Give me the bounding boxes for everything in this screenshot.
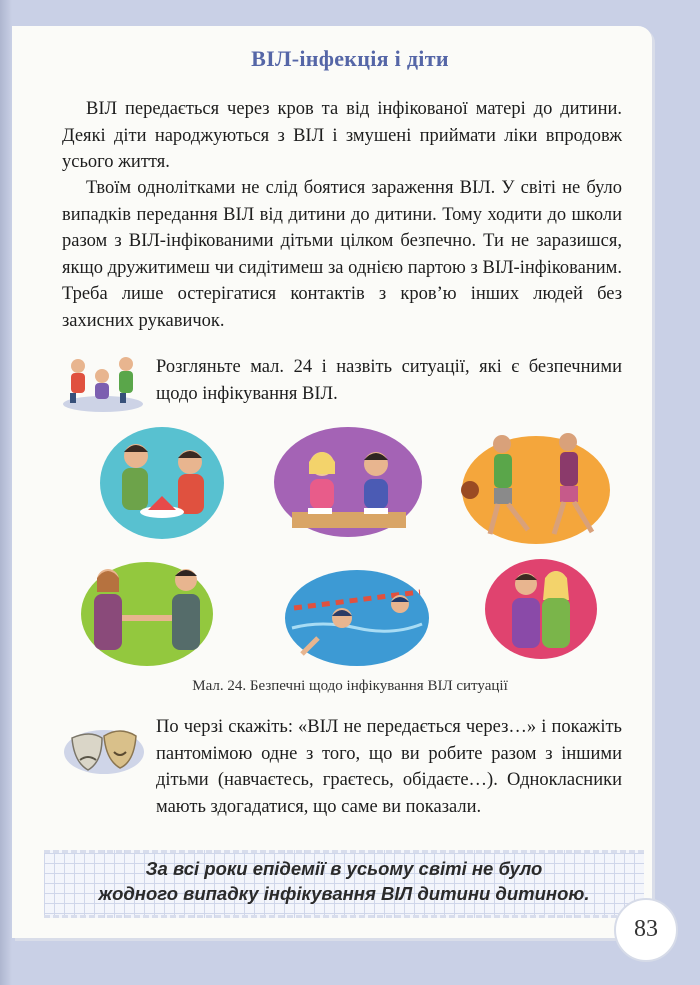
scene-handshake bbox=[78, 558, 216, 670]
theatre-masks-icon bbox=[62, 722, 146, 778]
scene-swimming bbox=[282, 566, 432, 670]
scene-sharing-food bbox=[98, 424, 226, 542]
task-2-text: По черзі скажіть: «ВІЛ не передається через…» і покажіть пантомімою одне з того, що ви робите разом з іншими дітьми (навчаєтесь, граєтесь, обідаєте…). Однокласники мають здогадатися, що саме ви показали. bbox=[156, 717, 622, 817]
note-line-1: За всі роки епідемії в усьому світі не було bbox=[145, 858, 543, 879]
scene-school-desk bbox=[272, 424, 424, 540]
note-text bbox=[44, 856, 644, 906]
page-title: ВІЛ-інфекція і діти bbox=[251, 46, 449, 71]
paragraph-2: Твоїм однолітками не слід боятися зараження ВІЛ. У світі не було випадків передання ВІЛ від дитини до дитини. Тому ходити до школи разом з ВІЛ-інфікованими дітьми цілком безпечно. Ти не заразишся, якщо дружитимеш чи сидітимеш за однією партою з ВІЛ-інфікованим. Треба лише остерігатися контактів з кров’ю інших людей без захисних рукавичок. bbox=[62, 178, 622, 331]
page-number: 83 bbox=[614, 898, 678, 962]
figure-caption: Мал. 24. Безпечні щодо інфікування ВІЛ ситуації bbox=[192, 678, 508, 694]
scene-basketball bbox=[456, 430, 614, 552]
children-discussion-icon bbox=[60, 352, 146, 414]
task-1-text: Розгляньте мал. 24 і назвіть ситуації, які є безпечними щодо інфікування ВІЛ. bbox=[156, 357, 622, 404]
paragraph-1: ВІЛ передається через кров та від інфікованої матері до дитини. Деякі діти народжуються з ВІЛ і змушені приймати ліки впродовж усього життя. bbox=[62, 99, 622, 173]
scene-hug bbox=[482, 556, 600, 662]
book-spine-edge bbox=[0, 0, 12, 985]
note-line-2: жодного випадку інфікування ВІЛ дитини дитиною. bbox=[98, 883, 590, 904]
